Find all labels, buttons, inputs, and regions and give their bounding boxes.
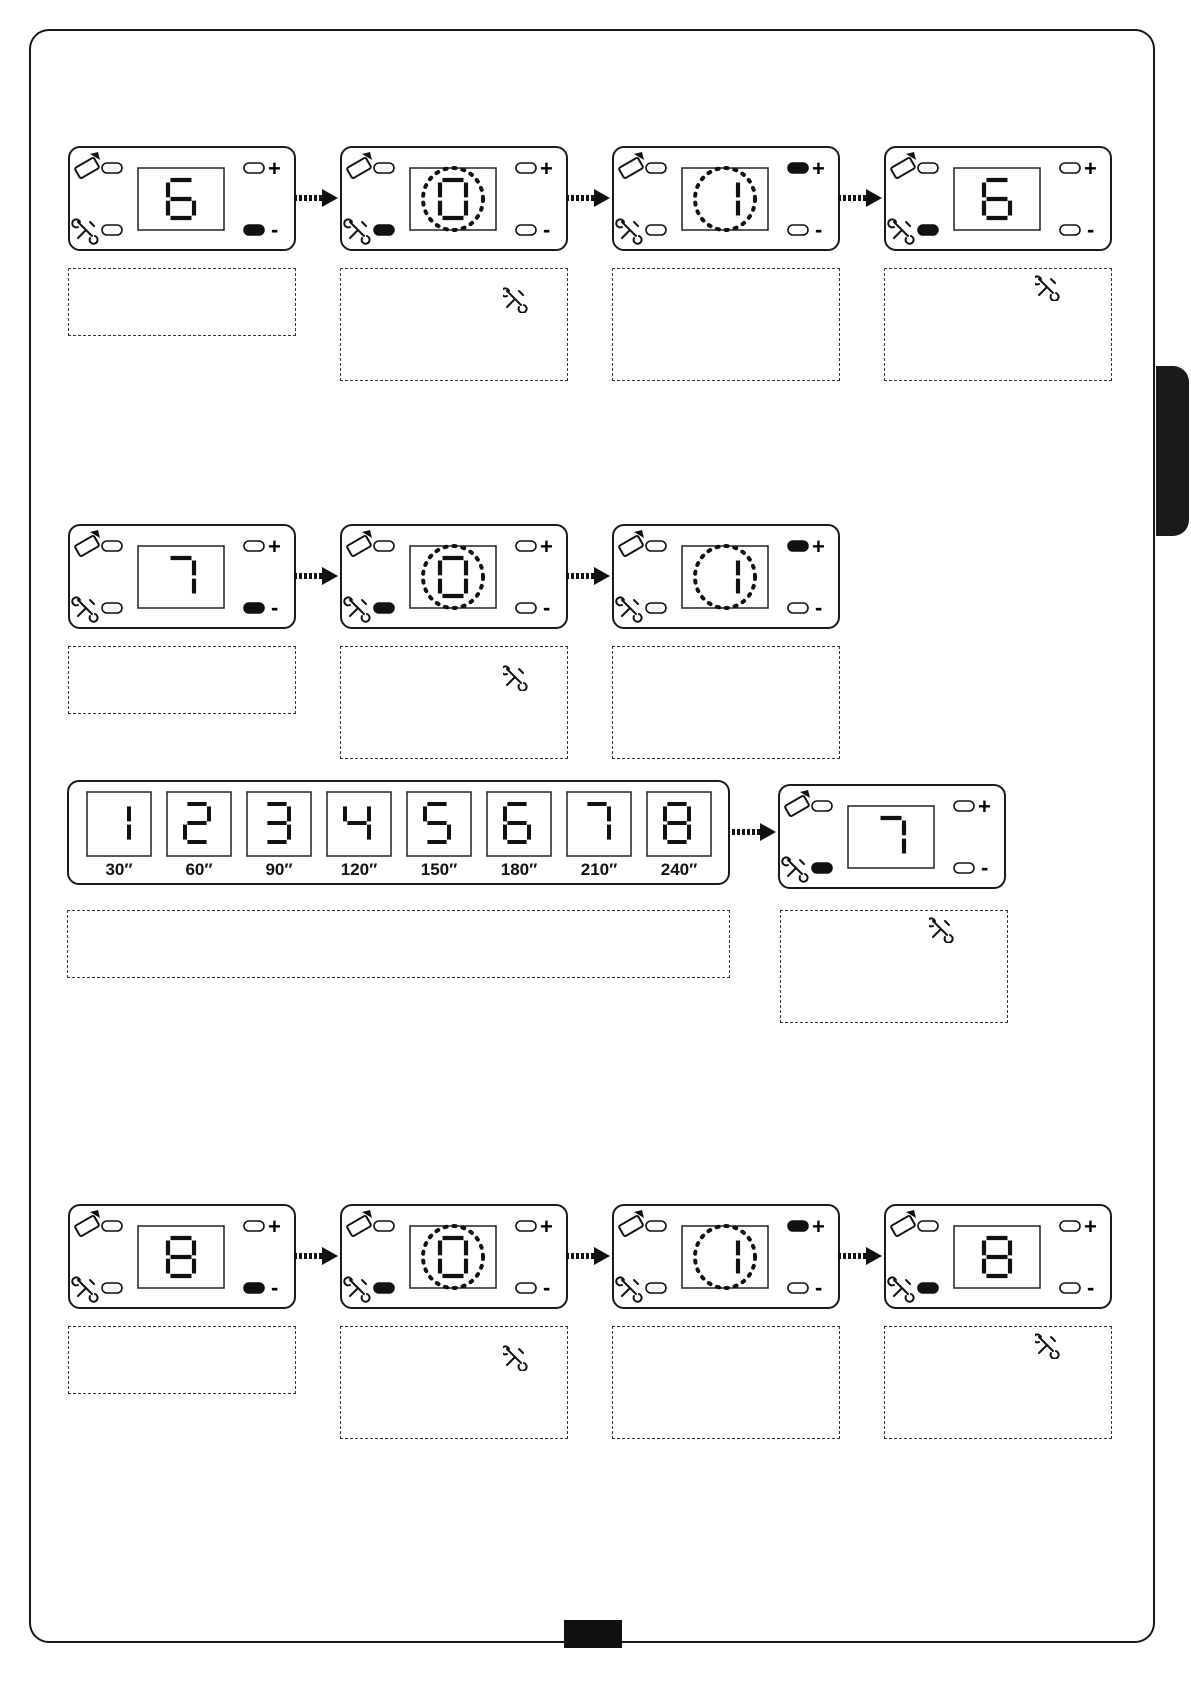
- plus-label: +: [1084, 156, 1097, 181]
- description-box: [68, 1326, 296, 1394]
- wrench-icon: [72, 219, 97, 243]
- control-panel: [340, 146, 568, 251]
- minus-label: -: [543, 217, 551, 242]
- wrench-icon: [344, 1277, 369, 1301]
- plus-led: [954, 801, 974, 811]
- wrench-icon: [503, 1346, 527, 1370]
- time-option-label: 210″: [580, 860, 618, 879]
- plus-label: +: [268, 534, 281, 559]
- remote-icon: [784, 790, 810, 817]
- plus-label: +: [540, 1214, 553, 1239]
- control-panel: [612, 1204, 840, 1309]
- wrench-icon: [344, 219, 369, 243]
- wrench-icon: [929, 918, 953, 942]
- wrench-icon: [503, 288, 527, 312]
- minus-label: -: [543, 1275, 551, 1300]
- wrench-led: [102, 225, 122, 235]
- wrench-icon: [888, 219, 913, 243]
- control-panel: [68, 524, 296, 629]
- plus-led: [516, 541, 536, 551]
- remote-led: [374, 163, 394, 173]
- remote-led: [646, 1221, 666, 1231]
- remote-led: [102, 541, 122, 551]
- minus-led: [516, 225, 536, 235]
- control-panel: [340, 524, 568, 629]
- wrench-led: [918, 1283, 938, 1293]
- minus-label: -: [271, 1275, 279, 1300]
- minus-label: -: [1087, 217, 1095, 242]
- lcd-display: [848, 806, 934, 868]
- remote-led: [646, 163, 666, 173]
- minus-label: -: [815, 1275, 823, 1300]
- minus-led: [516, 603, 536, 613]
- minus-label: -: [815, 217, 823, 242]
- description-box: [340, 646, 568, 759]
- time-options-panel: [67, 780, 730, 885]
- time-option-label: 30″: [105, 860, 133, 879]
- wrench-icon: [72, 1277, 97, 1301]
- wrench-icon: [344, 597, 369, 621]
- lcd-display: [138, 546, 224, 608]
- remote-icon: [74, 152, 100, 179]
- plus-led: [244, 1221, 264, 1231]
- page-number-tab: [564, 1620, 622, 1648]
- wrench-led: [646, 1283, 666, 1293]
- remote-icon: [346, 152, 372, 179]
- time-option-label: 60″: [185, 860, 213, 879]
- plus-label: +: [268, 156, 281, 181]
- control-panel: [340, 1204, 568, 1309]
- plus-label: +: [268, 1214, 281, 1239]
- time-option-display: [567, 792, 631, 856]
- remote-icon: [890, 1210, 916, 1237]
- wrench-led: [374, 225, 394, 235]
- next-step-arrow: [838, 1246, 884, 1266]
- plus-led: [516, 163, 536, 173]
- control-panel: [884, 1204, 1112, 1309]
- wrench-icon: [616, 597, 641, 621]
- plus-led: [244, 163, 264, 173]
- minus-led: [954, 863, 974, 873]
- minus-led: [788, 225, 808, 235]
- remote-led: [646, 541, 666, 551]
- plus-led: [788, 1221, 808, 1231]
- time-option-label: 90″: [265, 860, 293, 879]
- description-box: [340, 1326, 568, 1439]
- section-tab: [1156, 366, 1189, 536]
- description-box: [68, 268, 296, 336]
- time-option-label: 120″: [340, 860, 378, 879]
- control-panel: [884, 146, 1112, 251]
- plus-label: +: [540, 534, 553, 559]
- plus-led: [516, 1221, 536, 1231]
- plus-label: +: [978, 794, 991, 819]
- remote-led: [918, 163, 938, 173]
- control-panel: [612, 146, 840, 251]
- wrench-icon: [503, 666, 527, 690]
- description-box: [612, 646, 840, 759]
- description-box: [884, 268, 1112, 381]
- wrench-icon: [1035, 276, 1059, 300]
- description-box: [67, 910, 730, 978]
- wrench-led: [918, 225, 938, 235]
- remote-led: [812, 801, 832, 811]
- plus-led: [244, 541, 264, 551]
- minus-label: -: [815, 595, 823, 620]
- remote-led: [374, 541, 394, 551]
- wrench-icon: [888, 1277, 913, 1301]
- minus-led: [244, 225, 264, 235]
- plus-label: +: [1084, 1214, 1097, 1239]
- next-step-arrow: [566, 566, 612, 586]
- minus-label: -: [271, 595, 279, 620]
- minus-led: [516, 1283, 536, 1293]
- wrench-led: [102, 1283, 122, 1293]
- minus-led: [244, 603, 264, 613]
- control-panel: [778, 784, 1006, 889]
- time-option-label: 150″: [420, 860, 458, 879]
- minus-label: -: [543, 595, 551, 620]
- description-box: [780, 910, 1008, 1023]
- time-option-label: 240″: [660, 860, 698, 879]
- wrench-icon: [1035, 1334, 1059, 1358]
- next-step-arrow: [294, 566, 340, 586]
- remote-led: [918, 1221, 938, 1231]
- minus-label: -: [1087, 1275, 1095, 1300]
- remote-led: [102, 163, 122, 173]
- remote-icon: [74, 1210, 100, 1237]
- next-step-arrow: [838, 188, 884, 208]
- plus-label: +: [812, 534, 825, 559]
- minus-led: [1060, 1283, 1080, 1293]
- next-step-arrow: [294, 1246, 340, 1266]
- next-step-arrow: [566, 1246, 612, 1266]
- wrench-led: [646, 603, 666, 613]
- wrench-icon: [616, 219, 641, 243]
- description-box: [612, 268, 840, 381]
- description-box: [340, 268, 568, 381]
- time-option-label: 180″: [500, 860, 538, 879]
- description-box: [884, 1326, 1112, 1439]
- remote-led: [102, 1221, 122, 1231]
- minus-led: [244, 1283, 264, 1293]
- wrench-led: [374, 603, 394, 613]
- minus-led: [788, 603, 808, 613]
- plus-led: [1060, 163, 1080, 173]
- description-box: [612, 1326, 840, 1439]
- wrench-icon: [782, 857, 807, 881]
- minus-label: -: [981, 855, 989, 880]
- plus-led: [1060, 1221, 1080, 1231]
- next-step-arrow: [732, 822, 778, 842]
- description-box: [68, 646, 296, 714]
- remote-icon: [74, 530, 100, 557]
- control-panel: [68, 146, 296, 251]
- wrench-led: [812, 863, 832, 873]
- time-option-display: [87, 792, 151, 856]
- plus-label: +: [812, 156, 825, 181]
- minus-led: [1060, 225, 1080, 235]
- wrench-led: [102, 603, 122, 613]
- remote-icon: [346, 1210, 372, 1237]
- minus-led: [788, 1283, 808, 1293]
- wrench-led: [646, 225, 666, 235]
- wrench-led: [374, 1283, 394, 1293]
- plus-led: [788, 541, 808, 551]
- plus-led: [788, 163, 808, 173]
- remote-icon: [618, 530, 644, 557]
- remote-icon: [618, 1210, 644, 1237]
- remote-led: [374, 1221, 394, 1231]
- next-step-arrow: [566, 188, 612, 208]
- remote-icon: [346, 530, 372, 557]
- control-panel: [612, 524, 840, 629]
- wrench-icon: [616, 1277, 641, 1301]
- plus-label: +: [812, 1214, 825, 1239]
- remote-icon: [618, 152, 644, 179]
- plus-label: +: [540, 156, 553, 181]
- minus-label: -: [271, 217, 279, 242]
- remote-icon: [890, 152, 916, 179]
- wrench-icon: [72, 597, 97, 621]
- control-panel: [68, 1204, 296, 1309]
- next-step-arrow: [294, 188, 340, 208]
